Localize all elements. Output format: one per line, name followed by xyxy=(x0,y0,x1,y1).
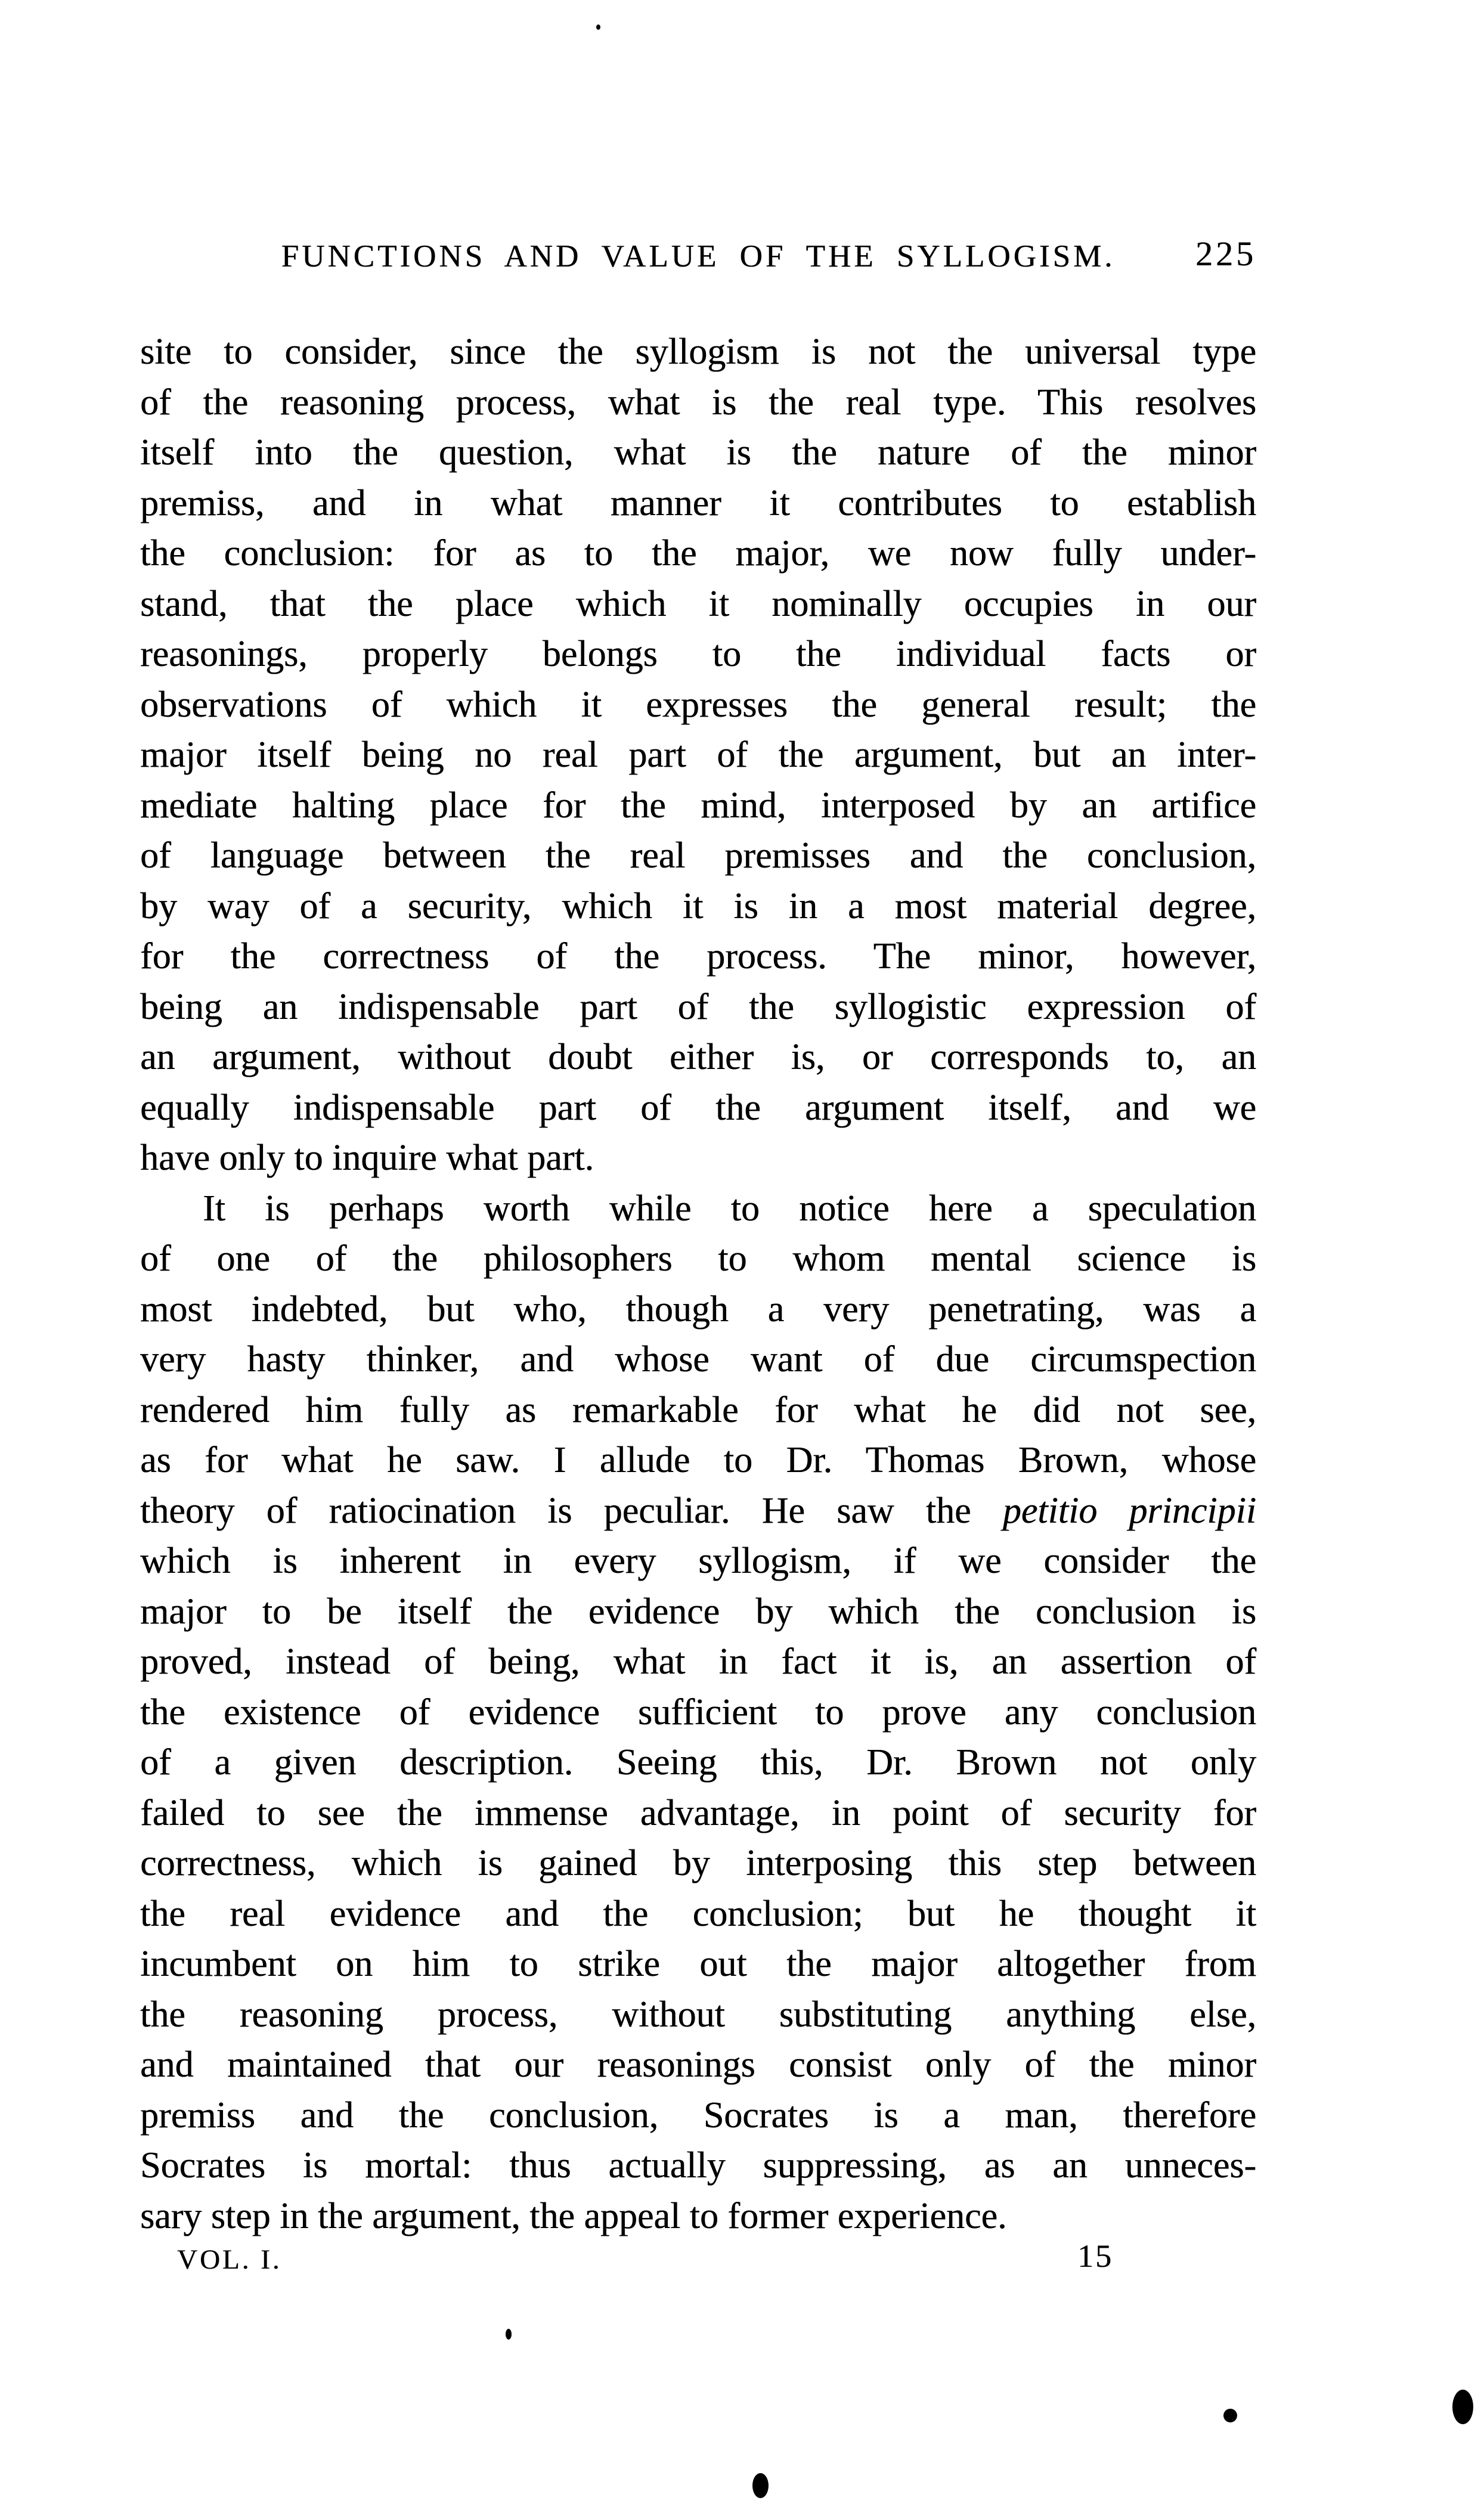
text-line: the existence of evidence sufficient to prove any conclusion xyxy=(140,1691,1256,1733)
text-line: premiss, and in what manner it contributes to establish xyxy=(140,482,1256,523)
text-line: most indebted, but who, though a very penetrating, was a xyxy=(140,1288,1256,1330)
text-line: as for what he saw. I allude to Dr. Thomas Brown, whose xyxy=(140,1440,1256,1480)
text-line: rendered him fully as remarkable for what he did not see, xyxy=(140,1389,1256,1430)
page-number: 225 xyxy=(1195,234,1256,273)
footer-volume-label: VOL. I. xyxy=(177,2244,282,2275)
text-line: failed to see the immense advantage, in point of security for xyxy=(140,1792,1256,1833)
text-line: correctness, which is gained by interposing this step between xyxy=(140,1843,1256,1883)
text-line: by way of a security, which it is in a most material degree, xyxy=(140,885,1256,927)
text-line: very hasty thinker, and whose want of due circumspection xyxy=(140,1339,1256,1380)
text-line: of a given description. Seeing this, Dr. Brown not only xyxy=(140,1742,1256,1783)
body-text xyxy=(140,327,1256,2241)
header-title: FUNCTIONS AND VALUE OF THE SYLLOGISM. xyxy=(281,239,1116,274)
page-footer xyxy=(140,2238,1256,2291)
text-line: reasonings, properly belongs to the individual facts or xyxy=(140,634,1256,674)
running-header xyxy=(140,234,1256,286)
text-line: major itself being no real part of the argument, but an inter- xyxy=(140,735,1256,775)
text-line: the real evidence and the conclusion; but he thought it xyxy=(140,1893,1256,1934)
footer-signature-number: 15 xyxy=(1077,2238,1113,2274)
text-line: theory of ratiocination is peculiar. He saw the petitio principii xyxy=(140,1490,1256,1531)
text-line: of the reasoning process, what is the real type. This resolves xyxy=(140,382,1256,423)
text-line: sary step in the argument, the appeal to former experience. xyxy=(140,2195,1007,2236)
text-line: the conclusion: for as to the major, we now fully under- xyxy=(140,533,1256,574)
text-line: the reasoning process, without substituting anything else, xyxy=(140,1994,1256,2035)
text-line: It is perhaps worth while to notice here a speculation xyxy=(203,1188,1256,1229)
text-line: have only to inquire what part. xyxy=(140,1138,594,1178)
ink-speck xyxy=(1452,2390,1473,2424)
text-line: mediate halting place for the mind, interposed by an artifice xyxy=(140,785,1256,826)
text-line: itself into the question, what is the nature of the minor xyxy=(140,432,1256,473)
text-line: of one of the philosophers to whom mental science is xyxy=(140,1238,1256,1279)
text-line: proved, instead of being, what in fact it is, an assertion of xyxy=(140,1641,1256,1682)
text-line: site to consider, since the syllogism is not the universal type xyxy=(140,331,1256,372)
text-line: an argument, without doubt either is, or corresponds to, an xyxy=(140,1037,1256,1077)
text-line: Socrates is mortal: thus actually suppressing, as an unneces- xyxy=(140,2145,1256,2186)
ink-speck xyxy=(596,24,600,30)
text-line: observations of which it expresses the general result; the xyxy=(140,684,1256,725)
ink-speck xyxy=(1223,2409,1237,2422)
text-line: being an indispensable part of the syllogistic expression of xyxy=(140,986,1256,1027)
ink-speck xyxy=(752,2473,769,2498)
text-line: for the correctness of the process. The minor, however, xyxy=(140,936,1256,977)
text-line: equally indispensable part of the argument itself, and we xyxy=(140,1087,1256,1128)
text-line: and maintained that our reasonings consist only of the minor xyxy=(140,2044,1256,2085)
text-line: of language between the real premisses and the conclusion, xyxy=(140,835,1256,876)
text-line: major to be itself the evidence by which the conclusion is xyxy=(140,1591,1256,1632)
text-line: which is inherent in every syllogism, if we consider the xyxy=(140,1541,1256,1581)
text-line: incumbent on him to strike out the major altogether from xyxy=(140,1944,1256,1984)
ink-speck xyxy=(506,2329,512,2340)
text-line: stand, that the place which it nominally occupies in our xyxy=(140,583,1256,624)
text-line: premiss and the conclusion, Socrates is a man, therefore xyxy=(140,2094,1256,2136)
